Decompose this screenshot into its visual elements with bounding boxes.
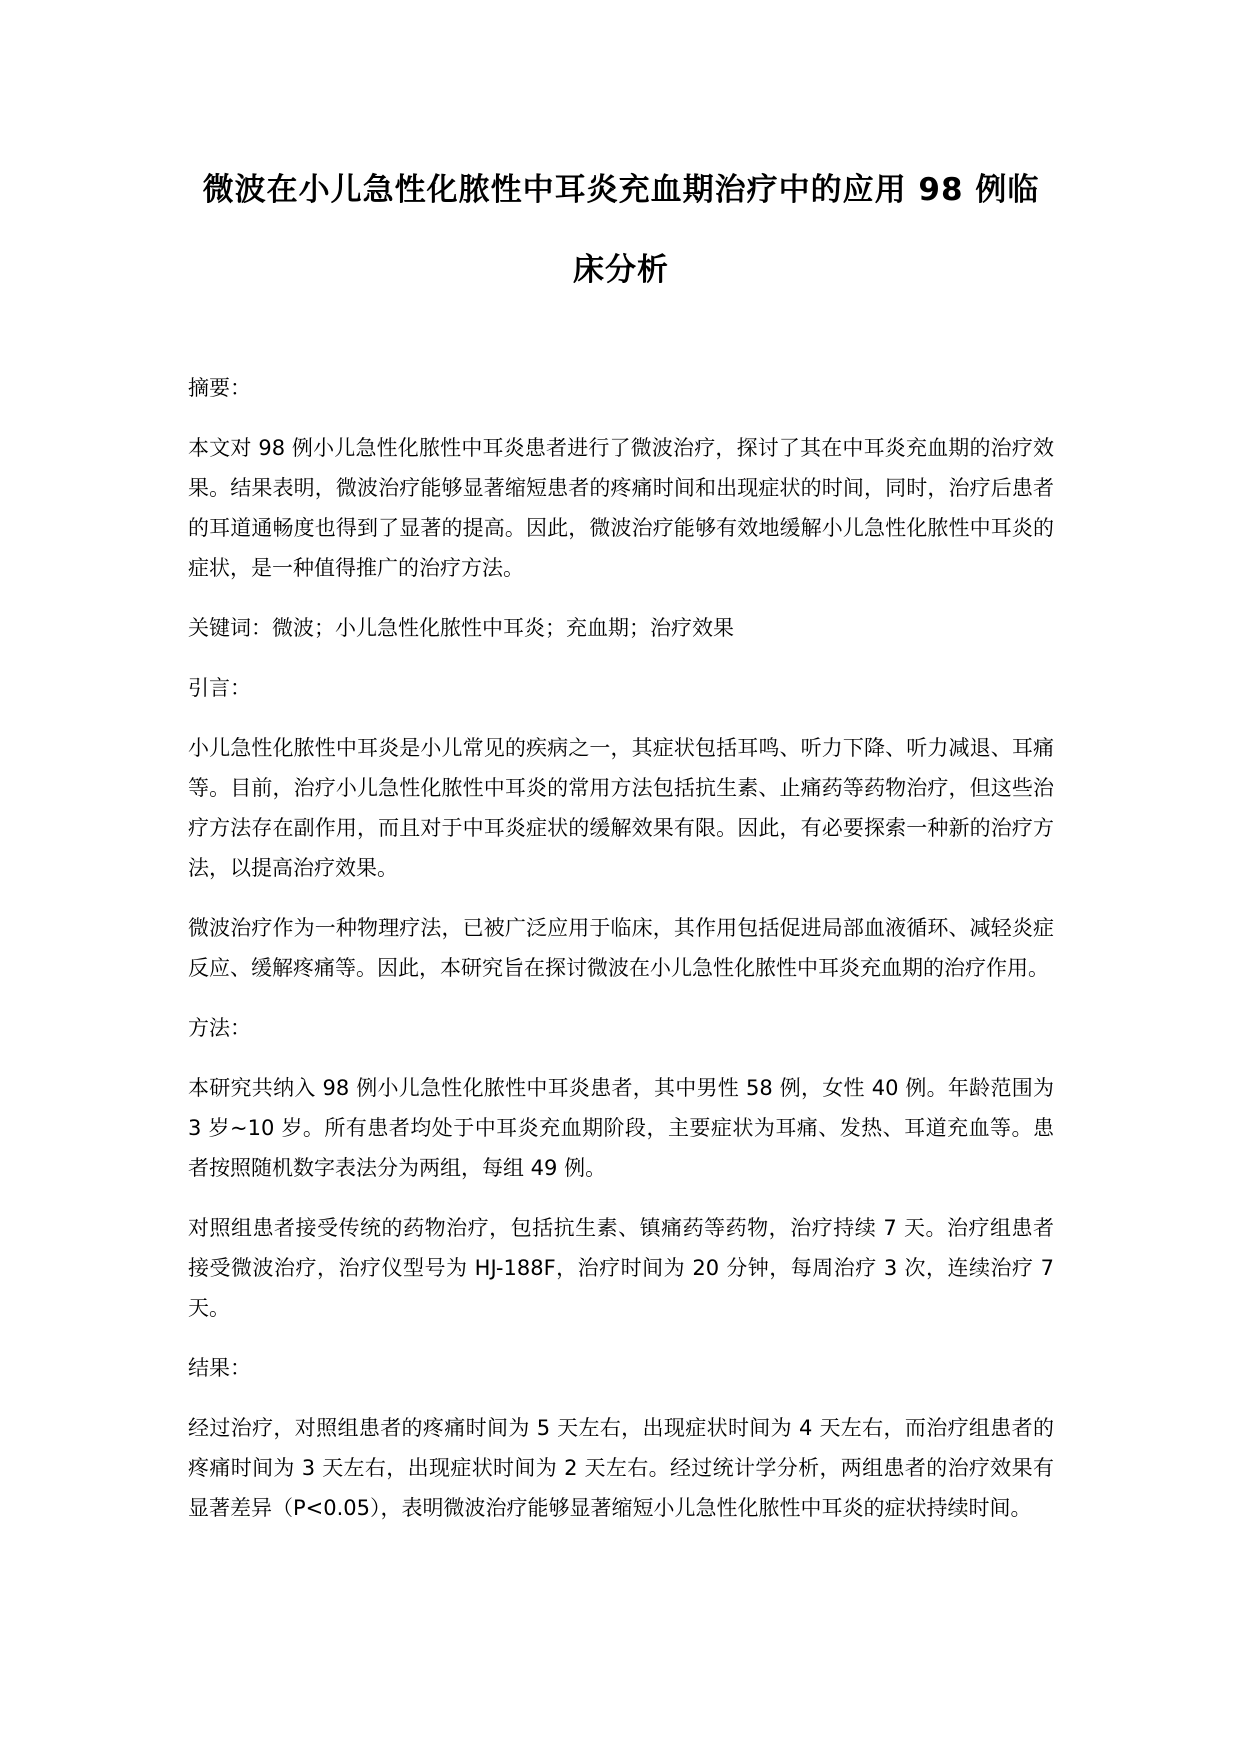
document-page (188, 150, 1054, 1548)
methods-label: 方法： (188, 1016, 251, 1040)
intro-paragraph-2: 微波治疗作为一种物理疗法，已被广泛应用于临床，其作用包括促进局部血液循环、减轻炎症反应、缓解疼痛等。因此，本研究旨在探讨微波在小儿急性化脓性中耳炎充血期的治疗作用。 (188, 916, 1054, 980)
document-title (188, 150, 1054, 310)
intro-paragraph-1: 小儿急性化脓性中耳炎是小儿常见的疾病之一，其症状包括耳鸣、听力下降、听力减退、耳痛等。目前，治疗小儿急性化脓性中耳炎的常用方法包括抗生素、止痛药等药物治疗，但这些治疗方法存在副作用，而且对于中耳炎症状的缓解效果有限。因此，有必要探索一种新的治疗方法，以提高治疗效果。 (188, 736, 1054, 880)
title-line-1: 微波在小儿急性化脓性中耳炎充血期治疗中的应用 98 例临 (202, 172, 1040, 208)
intro-label: 引言： (188, 676, 251, 700)
methods-paragraph-1: 本研究共纳入 98 例小儿急性化脓性中耳炎患者，其中男性 58 例，女性 40 例。年龄范围为 3 岁~10 岁。所有患者均处于中耳炎充血期阶段，主要症状为耳痛、发热、耳道充血等。患者按照随机数字表法分为两组，每组 49 例。 (188, 1076, 1054, 1180)
document-body (188, 368, 1054, 1528)
abstract-label: 摘要： (188, 376, 251, 400)
title-line-2: 床分析 (573, 252, 669, 288)
keywords-line: 关键词：微波；小儿急性化脓性中耳炎；充血期；治疗效果 (188, 616, 734, 640)
abstract-text: 本文对 98 例小儿急性化脓性中耳炎患者进行了微波治疗，探讨了其在中耳炎充血期的治疗效果。结果表明，微波治疗能够显著缩短患者的疼痛时间和出现症状的时间，同时，治疗后患者的耳道通畅度也得到了显著的提高。因此，微波治疗能够有效地缓解小儿急性化脓性中耳炎的症状，是一种值得推广的治疗方法。 (188, 436, 1054, 580)
results-paragraph-1: 经过治疗，对照组患者的疼痛时间为 5 天左右，出现症状时间为 4 天左右，而治疗组患者的疼痛时间为 3 天左右，出现症状时间为 2 天左右。经过统计学分析，两组患者的治疗效果有显著差异（P<0.05），表明微波治疗能够显著缩短小儿急性化脓性中耳炎的症状持续时间。 (188, 1416, 1054, 1520)
results-label: 结果： (188, 1356, 251, 1380)
methods-paragraph-2: 对照组患者接受传统的药物治疗，包括抗生素、镇痛药等药物，治疗持续 7 天。治疗组患者接受微波治疗，治疗仪型号为 HJ-188F，治疗时间为 20 分钟，每周治疗 3 次，连续治疗 7 天。 (188, 1216, 1054, 1320)
